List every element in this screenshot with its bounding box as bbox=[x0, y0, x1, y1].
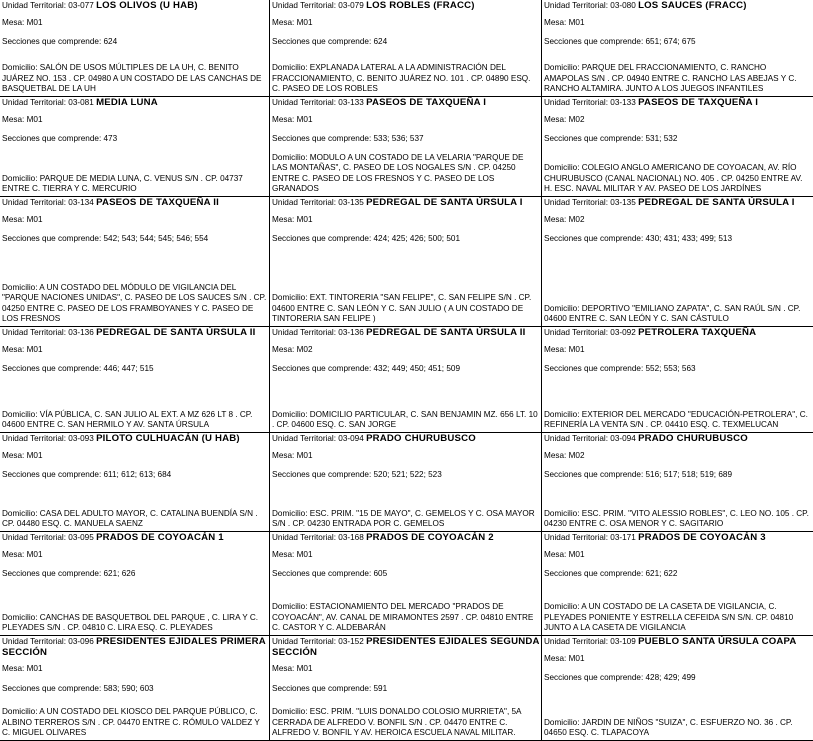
sections-label: Secciones que comprende: 651; 674; 675 bbox=[544, 37, 696, 47]
address-label: Domicilio: ESC. PRIM. "15 DE MAYO", C. GEMELOS Y C. OSA MAYOR S/N . CP. 04230 ENTRADA POR C. GEMELOS bbox=[272, 508, 535, 529]
cell-spacer bbox=[544, 375, 812, 410]
cell-spacer bbox=[2, 694, 268, 707]
cell-spacer bbox=[272, 580, 540, 602]
address-label: Domicilio: EXTERIOR DEL MERCADO "EDUCACIÓN-PETROLERA", C. REFINERÍA LA VENTA S/N . CP. 04410 ESQ. C. TEXMELUCAN bbox=[544, 409, 808, 430]
mesa-label: Mesa: M02 bbox=[544, 114, 585, 124]
address-label: Domicilio: SALÓN DE USOS MÚLTIPLES DE LA UH, C. BENITO JUÁREZ NO. 153 . CP. 04980 A UN COSTADO DE LAS CANCHAS DE BASQUETBAL DE LA UH bbox=[2, 63, 262, 94]
territorial-unit-cell bbox=[270, 197, 542, 327]
unit-header bbox=[272, 434, 540, 445]
territorial-unit-cell bbox=[0, 0, 270, 97]
address-label: Domicilio: A UN COSTADO DE LA CASETA DE VIGILANCIA, C. PLEYADES PONIENTE Y ESTRELLA CEFEIDA S/N S/N. CP. 04810 JUNTO A LA CASETA DE VIGILANCIA bbox=[544, 602, 794, 633]
mesa-label: Mesa: M01 bbox=[2, 214, 43, 224]
address-label: Domicilio: DEPORTIVO "EMILIANO ZAPATA", C. SAN RAÚL S/N . CP. 04600 ENTRE C. SAN LEÓN Y C. SAN CÁSTULO bbox=[544, 303, 801, 324]
address-label: Domicilio: ESTACIONAMIENTO DEL MERCADO "PRADOS DE COYOACÁN", AV. CANAL DE MIRAMONTES 2597 . CP. 04810 ENTRE C. CASTOR Y C. ALDEBARÁN bbox=[272, 602, 534, 633]
territorial-unit-cell bbox=[0, 532, 270, 636]
territorial-unit-cell bbox=[542, 197, 813, 327]
address-label: Domicilio: CANCHAS DE BASQUETBOL DEL PARQUE , C. LIRA Y C. PLEYADES S/N . CP. 04810 C. LIRA ESQ. C. PLEYADES bbox=[2, 612, 259, 633]
sections-label: Secciones que comprende: 531; 532 bbox=[544, 134, 678, 144]
mesa-label: Mesa: M01 bbox=[2, 549, 43, 559]
cell-spacer bbox=[544, 684, 812, 718]
cell-spacer bbox=[544, 481, 812, 509]
address-label: Domicilio: PARQUE DE MEDIA LUNA, C. VENUS S/N . CP. 04737 ENTRE C. TIERRA Y C. MERCURIO bbox=[2, 173, 243, 194]
territorial-unit-cell bbox=[270, 327, 542, 433]
mesa-label: Mesa: M01 bbox=[272, 214, 313, 224]
unit-header bbox=[2, 1, 268, 12]
unit-code: Unidad Territorial: 03-079 bbox=[272, 1, 364, 10]
unit-name: LOS SAUCES (FRACC) bbox=[638, 0, 747, 11]
territorial-unit-cell bbox=[0, 327, 270, 433]
unit-name: PRADOS DE COYOACÁN 2 bbox=[366, 532, 494, 543]
unit-code: Unidad Territorial: 03-168 bbox=[272, 533, 364, 542]
unit-code: Unidad Territorial: 03-092 bbox=[544, 328, 636, 337]
unit-header bbox=[544, 328, 812, 339]
territorial-unit-cell bbox=[270, 97, 542, 197]
sections-label: Secciones que comprende: 473 bbox=[2, 134, 118, 144]
unit-header bbox=[544, 198, 812, 209]
territorial-unit-cell bbox=[270, 433, 542, 532]
cell-spacer bbox=[2, 481, 268, 509]
territorial-unit-cell bbox=[542, 433, 813, 532]
territorial-unit-cell bbox=[0, 197, 270, 327]
unit-header bbox=[544, 533, 812, 544]
unit-name: PRESIDENTES EJIDALES PRIMERA SECCIÓN bbox=[2, 636, 266, 658]
unit-name: PILOTO CULHUACÁN (U HAB) bbox=[96, 433, 240, 444]
territorial-unit-cell bbox=[542, 532, 813, 636]
address-label: Domicilio: ESC. PRIM. "LUIS DONALDO COLOSIO MURRIETA", 5A CERRADA DE ALFREDO V. BONFIL S/N . CP. 04470 ENTRE C. ALFREDO V. BONFIL Y AV. HEROICA ESCUELA NAVAL MILITAR. bbox=[272, 707, 522, 738]
mesa-label: Mesa: M01 bbox=[272, 549, 313, 559]
unit-name: PEDREGAL DE SANTA ÚRSULA I bbox=[638, 197, 795, 208]
cell-spacer bbox=[2, 580, 268, 613]
unit-header bbox=[272, 198, 540, 209]
mesa-label: Mesa: M01 bbox=[272, 114, 313, 124]
cell-spacer bbox=[272, 375, 540, 410]
unit-name: PRADOS DE COYOACÁN 1 bbox=[96, 532, 224, 543]
unit-name: PEDREGAL DE SANTA ÚRSULA I bbox=[366, 197, 523, 208]
unit-header bbox=[544, 637, 812, 648]
unit-name: PASEOS DE TAXQUEÑA I bbox=[366, 97, 487, 108]
address-label: Domicilio: A UN COSTADO DEL MÓDULO DE VIGILANCIA DEL "PARQUE NACIONES UNIDAS", C. PASEO DE LOS SAUCES S/N . CP. 04250 ENTRE C. PASEO DE LOS FRAMBOYANES Y C. PASEO DE LOS FRESNOS bbox=[2, 282, 267, 324]
mesa-label: Mesa: M02 bbox=[272, 344, 313, 354]
mesa-label: Mesa: M01 bbox=[2, 450, 43, 460]
cell-spacer bbox=[272, 48, 540, 63]
unit-name: PEDREGAL DE SANTA ÚRSULA II bbox=[366, 327, 526, 338]
unit-code: Unidad Territorial: 03-171 bbox=[544, 533, 636, 542]
unit-code: Unidad Territorial: 03-135 bbox=[544, 198, 636, 207]
unit-code: Unidad Territorial: 03-136 bbox=[272, 328, 364, 337]
unit-code: Unidad Territorial: 03-081 bbox=[2, 98, 94, 107]
address-label: Domicilio: CASA DEL ADULTO MAYOR, C. CATALINA BUENDÍA S/N . CP. 04480 ESQ. C. MANUELA SAENZ bbox=[2, 508, 258, 529]
unit-name: LOS OLIVOS (U HAB) bbox=[96, 0, 198, 11]
mesa-label: Mesa: M01 bbox=[2, 664, 43, 674]
unit-code: Unidad Territorial: 03-134 bbox=[2, 198, 94, 207]
unit-header bbox=[272, 328, 540, 339]
mesa-label: Mesa: M02 bbox=[544, 214, 585, 224]
unit-code: Unidad Territorial: 03-133 bbox=[544, 98, 636, 107]
territorial-unit-cell bbox=[0, 97, 270, 197]
unit-header bbox=[2, 533, 268, 544]
territorial-unit-cell bbox=[270, 636, 542, 741]
address-label: Domicilio: EXPLANADA LATERAL A LA ADMINISTRACIÓN DEL FRACCIONAMIENTO, C. BENITO JUÁREZ NO. 101 . CP. 04890 ESQ. C. PASEO DE LOS ROBLES bbox=[272, 63, 531, 94]
cell-spacer bbox=[544, 48, 812, 63]
mesa-label: Mesa: M01 bbox=[2, 344, 43, 354]
territorial-unit-cell bbox=[542, 0, 813, 97]
unit-header bbox=[2, 637, 268, 658]
unit-name: MEDIA LUNA bbox=[96, 97, 158, 108]
unit-header bbox=[272, 1, 540, 12]
unit-header bbox=[272, 533, 540, 544]
unit-header bbox=[544, 98, 812, 109]
unit-code: Unidad Territorial: 03-077 bbox=[2, 1, 94, 10]
unit-code: Unidad Territorial: 03-133 bbox=[272, 98, 364, 107]
unit-code: Unidad Territorial: 03-093 bbox=[2, 434, 94, 443]
unit-name: PRADO CHURUBUSCO bbox=[638, 433, 748, 444]
address-label: Domicilio: VÍA PÚBLICA, C. SAN JULIO AL EXT. A MZ 626 LT 8 . CP. 04600 ENTRE C. SAN HERMILO Y AV. SANTA ÚRSULA bbox=[2, 409, 253, 430]
unit-code: Unidad Territorial: 03-094 bbox=[272, 434, 364, 443]
territorial-unit-cell bbox=[0, 433, 270, 532]
mesa-label: Mesa: M01 bbox=[272, 17, 313, 27]
cell-spacer bbox=[544, 580, 812, 602]
unit-name: LOS ROBLES (FRACC) bbox=[366, 0, 475, 11]
address-label: Domicilio: JARDIN DE NIÑOS "SUIZA", C. ESFUERZO NO. 36 . CP. 04650 ESQ. C. TLAPACOYA bbox=[544, 717, 793, 738]
address-label: Domicilio: A UN COSTADO DEL KIOSCO DEL PARQUE PÚBLICO, C. ALBINO TERREROS S/N . CP. 04470 ENTRE C. RÓMULO VALDEZ Y C. MIGUEL OLIVARES bbox=[2, 707, 260, 738]
address-label: Domicilio: EXT. TINTORERIA "SAN FELIPE", C. SAN FELIPE S/N . CP. 04600 ENTRE C. SAN LEÓN Y C. SAN JULIO ( A UN COSTADO DE TINTORERIA SAN FELIPE ) bbox=[272, 293, 532, 324]
unit-name: PETROLERA TAXQUEÑA bbox=[638, 327, 757, 338]
sections-label: Secciones que comprende: 516; 517; 518; 519; 689 bbox=[544, 470, 732, 480]
cell-spacer bbox=[272, 694, 540, 707]
sections-label: Secciones que comprende: 430; 431; 433; 499; 513 bbox=[544, 234, 732, 244]
unit-code: Unidad Territorial: 03-135 bbox=[272, 198, 364, 207]
sections-label: Secciones que comprende: 520; 521; 522; 523 bbox=[272, 470, 442, 480]
cell-spacer bbox=[2, 375, 268, 410]
cell-spacer bbox=[2, 245, 268, 283]
sections-label: Secciones que comprende: 432; 449; 450; 451; 509 bbox=[272, 364, 460, 374]
address-label: Domicilio: COLEGIO ANGLO AMERICANO DE COYOACAN, AV. RÍO CHURUBUSCO (CANAL NACIONAL) NO. 405 . CP. 04250 ENTRE AV. H. ESC. NAVAL MILITAR Y AV. PASEO DE LOS JARDÍNES bbox=[544, 163, 803, 194]
unit-name: PRESIDENTES EJIDALES SEGUNDA SECCIÓN bbox=[272, 636, 540, 658]
cell-spacer bbox=[2, 48, 268, 63]
unit-name: PEDREGAL DE SANTA ÚRSULA II bbox=[96, 327, 256, 338]
unit-code: Unidad Territorial: 03-109 bbox=[544, 637, 636, 646]
unit-name: PASEOS DE TAXQUEÑA II bbox=[96, 197, 219, 208]
sections-label: Secciones que comprende: 552; 553; 563 bbox=[544, 364, 696, 374]
sections-label: Secciones que comprende: 611; 612; 613; 684 bbox=[2, 470, 172, 480]
unit-name: PASEOS DE TAXQUEÑA I bbox=[638, 97, 759, 108]
mesa-label: Mesa: M01 bbox=[272, 664, 313, 674]
unit-code: Unidad Territorial: 03-095 bbox=[2, 533, 94, 542]
unit-name: PRADOS DE COYOACÁN 3 bbox=[638, 532, 766, 543]
mesa-label: Mesa: M01 bbox=[2, 17, 43, 27]
mesa-label: Mesa: M01 bbox=[2, 114, 43, 124]
sections-label: Secciones que comprende: 428; 429; 499 bbox=[544, 673, 696, 683]
territorial-unit-cell bbox=[542, 636, 813, 741]
sections-label: Secciones que comprende: 621; 626 bbox=[2, 569, 136, 579]
unit-name: PRADO CHURUBUSCO bbox=[366, 433, 476, 444]
cell-spacer bbox=[272, 481, 540, 509]
unit-header bbox=[2, 434, 268, 445]
mesa-label: Mesa: M02 bbox=[544, 450, 585, 460]
territorial-unit-cell bbox=[270, 0, 542, 97]
sections-label: Secciones que comprende: 542; 543; 544; 545; 546; 554 bbox=[2, 234, 209, 244]
unit-code: Unidad Territorial: 03-096 bbox=[2, 637, 94, 646]
sections-label: Secciones que comprende: 533; 536; 537 bbox=[272, 134, 424, 144]
sections-label: Secciones que comprende: 624 bbox=[272, 37, 388, 47]
sections-label: Secciones que comprende: 583; 590; 603 bbox=[2, 683, 154, 693]
unit-code: Unidad Territorial: 03-080 bbox=[544, 1, 636, 10]
cell-spacer bbox=[2, 145, 268, 174]
address-label: Domicilio: PARQUE DEL FRACCIONAMIENTO, C. RANCHO AMAPOLAS S/N . CP. 04940 ENTRE C. RANCHO LAS ABEJAS Y C. RANCHO ALTAMIRA. JUNTO A LOS JUEGOS INFANTILES bbox=[544, 63, 797, 94]
territorial-unit-cell bbox=[0, 636, 270, 741]
address-label: Domicilio: MODULO A UN COSTADO DE LA VELARIA "PARQUE DE LAS MONTAÑAS", C. PASEO DE LOS NOGALES S/N . CP. 04250 ENTRE C. PASEO DE LOS FRESNOS Y C. PASEO DE LOS GRANADOS bbox=[272, 152, 524, 194]
mesa-label: Mesa: M01 bbox=[272, 450, 313, 460]
mesa-label: Mesa: M01 bbox=[544, 549, 585, 559]
cell-spacer bbox=[272, 245, 540, 293]
sections-label: Secciones que comprende: 424; 425; 426; 500; 501 bbox=[272, 234, 460, 244]
unit-name: PUEBLO SANTA ÚRSULA COAPA bbox=[638, 636, 797, 647]
sections-label: Secciones que comprende: 605 bbox=[272, 569, 388, 579]
cell-spacer bbox=[544, 245, 812, 304]
territorial-unit-cell bbox=[542, 97, 813, 197]
unit-header bbox=[272, 637, 540, 658]
territorial-unit-cell bbox=[542, 327, 813, 433]
unit-code: Unidad Territorial: 03-136 bbox=[2, 328, 94, 337]
address-label: Domicilio: ESC. PRIM. "VITO ALESSIO ROBLES", C. LEO NO. 105 . CP. 04230 ENTRE C. OSA MENOR Y C. SAGITARIO bbox=[544, 508, 809, 529]
unit-code: Unidad Territorial: 03-152 bbox=[272, 637, 364, 646]
mesa-label: Mesa: M01 bbox=[544, 17, 585, 27]
unit-header bbox=[544, 1, 812, 12]
mesa-label: Mesa: M01 bbox=[544, 653, 585, 663]
unit-header bbox=[2, 198, 268, 209]
sections-label: Secciones que comprende: 624 bbox=[2, 37, 118, 47]
cell-spacer bbox=[544, 145, 812, 163]
sections-label: Secciones que comprende: 621; 622 bbox=[544, 569, 678, 579]
unit-header bbox=[544, 434, 812, 445]
sections-label: Secciones que comprende: 591 bbox=[272, 683, 388, 693]
unit-header bbox=[2, 328, 268, 339]
cell-spacer bbox=[272, 145, 540, 153]
address-label: Domicilio: DOMICILIO PARTICULAR, C. SAN BENJAMIN MZ. 656 LT. 10 . CP. 04600 ESQ. C. SAN JORGE bbox=[272, 409, 538, 430]
unit-header bbox=[2, 98, 268, 109]
unit-header bbox=[272, 98, 540, 109]
territorial-unit-cell bbox=[270, 532, 542, 636]
unit-code: Unidad Territorial: 03-094 bbox=[544, 434, 636, 443]
mesa-label: Mesa: M01 bbox=[544, 344, 585, 354]
sections-label: Secciones que comprende: 446; 447; 515 bbox=[2, 364, 154, 374]
